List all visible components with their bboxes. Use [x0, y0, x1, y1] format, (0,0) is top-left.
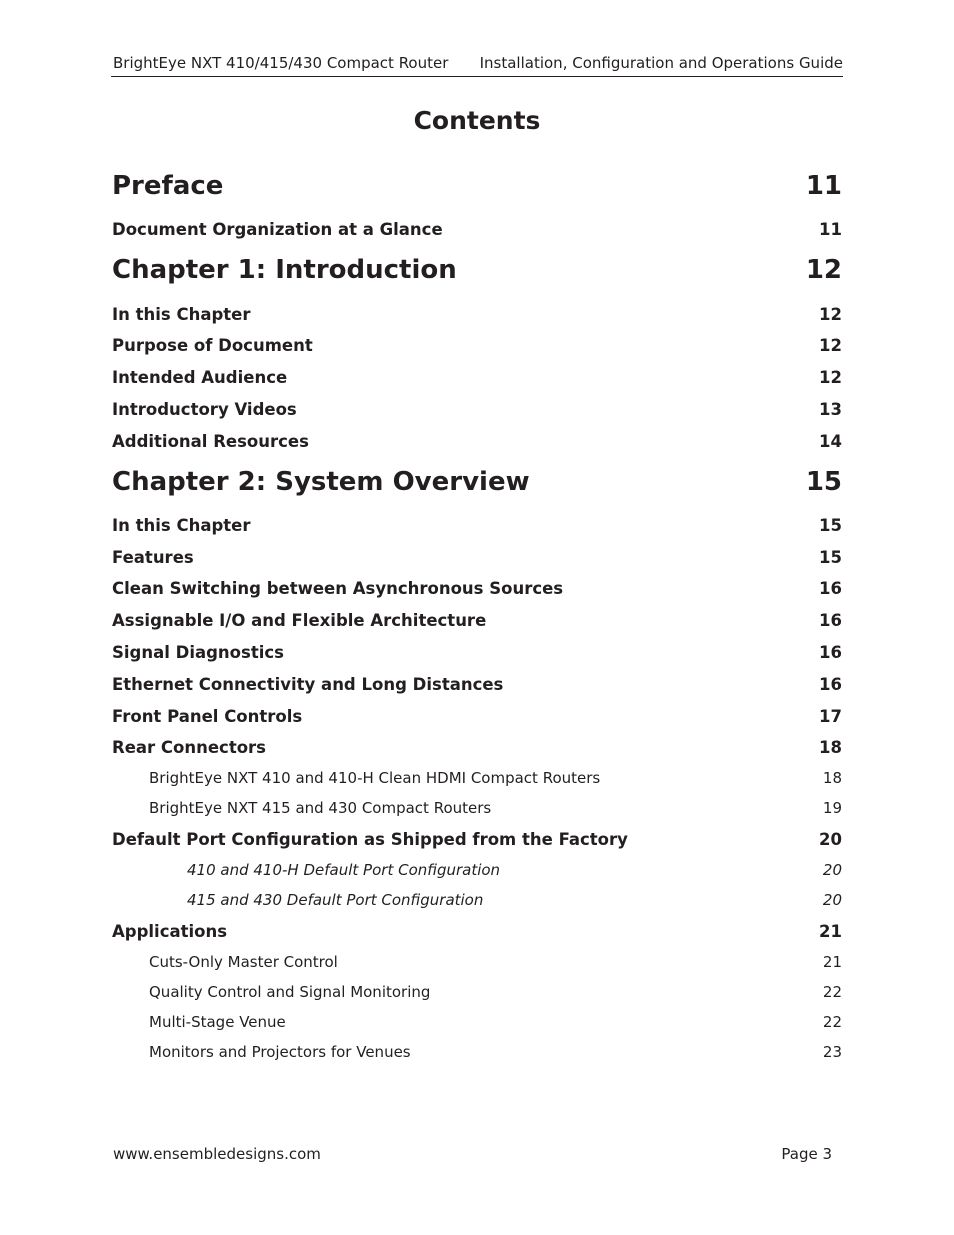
- toc-entry-title: Clean Switching between Asynchronous Sources: [112, 579, 564, 598]
- toc-entry-title: In this Chapter: [112, 516, 251, 535]
- toc-entry-page: 15: [819, 548, 842, 567]
- toc-subsection-entry[interactable]: [112, 1012, 842, 1032]
- toc-entry-title: Multi-Stage Venue: [149, 1013, 286, 1031]
- toc-chapter-entry[interactable]: [112, 254, 842, 286]
- toc-entry-page: 22: [822, 1013, 842, 1031]
- toc-section-entry[interactable]: [112, 610, 842, 632]
- toc-entry-title: Features: [112, 548, 194, 567]
- toc-subsection-entry[interactable]: [112, 952, 842, 972]
- toc-entry-page: 17: [819, 707, 842, 726]
- toc-chapter-entry[interactable]: [112, 170, 842, 202]
- toc-section-entry[interactable]: [112, 706, 842, 728]
- toc-section-entry[interactable]: [112, 829, 842, 851]
- toc-chapter-entry[interactable]: [112, 466, 842, 498]
- toc-entry-page: 18: [819, 738, 842, 757]
- toc-entry-title: Default Port Configuration as Shipped from the Factory: [112, 830, 628, 849]
- footer-page-number: Page 3: [781, 1145, 832, 1163]
- toc-section-entry[interactable]: [112, 642, 842, 664]
- toc-subsubsection-entry[interactable]: [112, 890, 842, 910]
- toc-section-entry[interactable]: [112, 578, 842, 600]
- toc-entry-title: Purpose of Document: [112, 336, 313, 355]
- toc-entry-page: 11: [819, 220, 842, 239]
- toc-entry-title: 415 and 430 Default Port Configuration: [187, 891, 484, 909]
- toc-section-entry[interactable]: [112, 399, 842, 421]
- toc-section-entry[interactable]: [112, 431, 842, 453]
- toc-entry-title: Assignable I/O and Flexible Architecture: [112, 611, 487, 630]
- toc-section-entry[interactable]: [112, 674, 842, 696]
- toc-entry-page: 15: [805, 467, 842, 497]
- toc-entry-title: Chapter 2: System Overview: [112, 467, 530, 497]
- toc-entry-page: 12: [819, 336, 842, 355]
- toc-entry-page: 19: [822, 799, 842, 817]
- toc-entry-title: Applications: [112, 922, 228, 941]
- page-title: Contents: [413, 106, 541, 135]
- toc-entry-title: 410 and 410-H Default Port Configuration: [187, 861, 501, 879]
- toc-entry-title: Intended Audience: [112, 368, 288, 387]
- toc-subsection-entry[interactable]: [112, 768, 842, 788]
- toc-entry-title: Additional Resources: [112, 432, 309, 451]
- toc-entry-page: 18: [822, 769, 842, 787]
- toc-entry-page: 16: [819, 579, 842, 598]
- toc-entry-title: Monitors and Projectors for Venues: [149, 1043, 411, 1061]
- toc-entry-title: Front Panel Controls: [112, 707, 303, 726]
- toc-entry-page: 16: [819, 611, 842, 630]
- footer-website: www.ensembledesigns.com: [113, 1145, 321, 1163]
- toc-section-entry[interactable]: [112, 547, 842, 569]
- header-product-title: BrightEye NXT 410/415/430 Compact Router: [113, 54, 449, 72]
- toc-entry-page: 21: [819, 922, 842, 941]
- toc-entry-title: Signal Diagnostics: [112, 643, 284, 662]
- toc-entry-page: 12: [819, 305, 842, 324]
- toc-entry-title: Ethernet Connectivity and Long Distances: [112, 675, 504, 694]
- toc-entry-page: 21: [822, 953, 842, 971]
- running-header: [111, 54, 843, 77]
- toc-entry-page: 12: [805, 255, 842, 285]
- toc-entry-page: 23: [822, 1043, 842, 1061]
- page-footer: [113, 1145, 832, 1163]
- toc-section-entry[interactable]: [112, 367, 842, 389]
- toc-subsection-entry[interactable]: [112, 798, 842, 818]
- toc-entry-title: BrightEye NXT 410 and 410-H Clean HDMI Compact Routers: [149, 769, 601, 787]
- toc-entry-title: Quality Control and Signal Monitoring: [149, 983, 431, 1001]
- toc-subsection-entry[interactable]: [112, 1042, 842, 1062]
- toc-subsection-entry[interactable]: [112, 982, 842, 1002]
- toc-entry-title: Rear Connectors: [112, 738, 267, 757]
- toc-entry-title: BrightEye NXT 415 and 430 Compact Routers: [149, 799, 492, 817]
- toc-entry-title: Introductory Videos: [112, 400, 297, 419]
- toc-section-entry[interactable]: [112, 921, 842, 943]
- toc-entry-page: 12: [819, 368, 842, 387]
- toc-section-entry[interactable]: [112, 219, 842, 241]
- toc-section-entry[interactable]: [112, 737, 842, 759]
- toc-entry-page: 15: [819, 516, 842, 535]
- toc-section-entry[interactable]: [112, 515, 842, 537]
- toc-entry-title: In this Chapter: [112, 305, 251, 324]
- toc-entry-title: Preface: [112, 171, 224, 201]
- toc-entry-page: 16: [819, 675, 842, 694]
- toc-entry-page: 13: [819, 400, 842, 419]
- toc-section-entry[interactable]: [112, 335, 842, 357]
- toc-entry-title: Document Organization at a Glance: [112, 220, 443, 239]
- toc-entry-page: 22: [822, 983, 842, 1001]
- toc-entry-page: 20: [822, 861, 842, 879]
- toc-entry-title: Cuts-Only Master Control: [149, 953, 338, 971]
- toc-entry-page: 20: [822, 891, 842, 909]
- toc-entry-page: 11: [805, 171, 842, 201]
- toc-subsubsection-entry[interactable]: [112, 860, 842, 880]
- toc-entry-title: Chapter 1: Introduction: [112, 255, 457, 285]
- toc-entry-page: 14: [819, 432, 842, 451]
- toc-entry-page: 20: [819, 830, 842, 849]
- toc-section-entry[interactable]: [112, 304, 842, 326]
- toc-entry-page: 16: [819, 643, 842, 662]
- header-guide-title: Installation, Configuration and Operations Guide: [479, 54, 843, 72]
